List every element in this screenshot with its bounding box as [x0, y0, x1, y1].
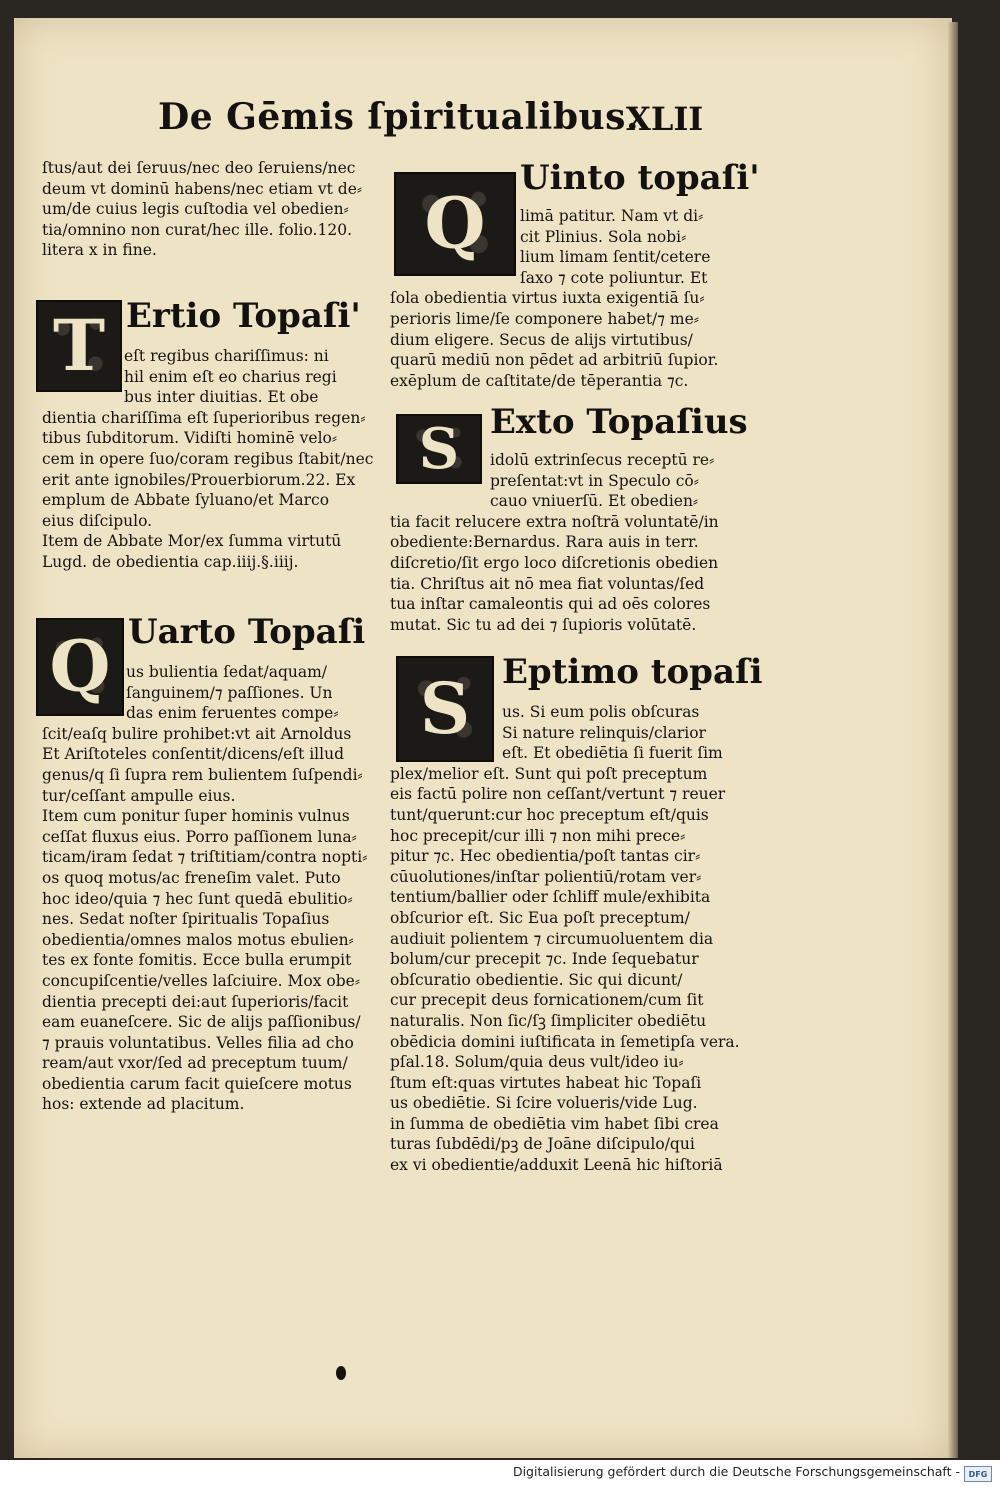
- text-line: tur/ceſſant ampulle eius.: [42, 786, 236, 805]
- text-line: hos: extende ad placitum.: [42, 1095, 245, 1114]
- text-line: litera x in fine.: [42, 241, 157, 260]
- text-line: genus/q ſi ſupra rem bulientem ſuſpendi⸗: [42, 765, 363, 784]
- text-line: obſcuratio obedientie. Sic qui dicunt/: [390, 970, 683, 989]
- section-heading: Eptimo topaſi: [502, 652, 763, 692]
- text-line: hoc ideo/quia ⁊ hec ſunt quedā ebulitio⸗: [42, 889, 353, 908]
- ink-blot: [336, 1366, 346, 1380]
- text-line: us obediētie. Si ſcire volueris/vide Lug.: [390, 1094, 698, 1113]
- text-line: quarū mediū non pēdet ad arbitriū ſupior.: [390, 351, 719, 370]
- decorated-initial-q: Q: [36, 618, 124, 716]
- text-line: Item de Abbate Mor/ex ſumma virtutū: [42, 532, 342, 551]
- text-line: ſtus/aut dei ſeruus/nec deo ſeruiens/nec: [42, 159, 356, 177]
- text-line: naturalis. Non ſic/ſꝫ ſimpliciter obediētu: [390, 1011, 707, 1030]
- text-line: tia/omnino non curat/hec ille. folio.120.: [42, 220, 352, 239]
- text-line: idolū extrinſecus receptū re⸗: [490, 451, 715, 469]
- text-line: Item cum ponitur ſuper hominis vulnus: [42, 807, 350, 826]
- text-line: lium limam ſentit/cetere: [520, 248, 711, 267]
- text-line: diſcretio/ſit ergo loco diſcretionis obedien: [390, 553, 719, 572]
- text-line: pitur ⁊c. Hec obedientia/poſt tantas cir⸗: [390, 847, 701, 866]
- text-line: mutat. Sic tu ad dei ⁊ ſupioris volūtatē.: [390, 615, 697, 634]
- text-line: ream/aut vxor/ſed ad preceptum tuum/: [42, 1054, 348, 1073]
- text-line: tibus ſubditorum. Vidiſti hominē velo⸗: [42, 429, 338, 448]
- text-line: us. Si eum polis obſcuras: [502, 703, 700, 721]
- text-line: dientia precepti dei:aut ſuperioris/facit: [42, 992, 349, 1011]
- text-line: bus inter diuitias. Et obe: [124, 388, 319, 407]
- page-edge: [948, 22, 958, 1458]
- text-line: dientia chariſſima eſt ſuperioribus regen⸗: [42, 408, 366, 427]
- section-body: [386, 206, 726, 391]
- text-line: tia facit relucere extra noſtrā voluntatē/in: [390, 512, 719, 531]
- text-line: cūuolutiones/inſtar polientiū/rotam ver⸗: [390, 867, 702, 886]
- text-line: concupiſcentie/velles laſciuire. Mox obe⸗: [42, 971, 360, 990]
- section-heading: Uarto Topaſi: [128, 612, 366, 652]
- text-line: in ſumma de obediētia vim habet ſibi crea: [390, 1114, 719, 1133]
- text-line: tentium/ballier oder ſchliff mule/exhibita: [390, 888, 711, 907]
- text-line: ceſſat fluxus eius. Porro paſſionem luna⸗: [42, 827, 357, 846]
- section-heading: Exto Topaſius: [490, 402, 748, 442]
- text-line: bolum/cur precepit ⁊c. Inde ſequebatur: [390, 950, 699, 969]
- text-line: pſal.18. Solum/quia deus vult/ideo iu⸗: [390, 1053, 684, 1072]
- text-line: eſt. Et obediētia ſi fuerit ſim: [502, 744, 723, 763]
- text-line: eſt regibus chariſſimus: ni: [124, 347, 329, 365]
- text-line: eam euaneſcere. Sic de alijs paſſionibus/: [42, 1013, 361, 1032]
- text-line: ſaxo ⁊ cote poliuntur. Et: [520, 268, 708, 287]
- text-line: obēdicia domini iuſtificata in ſemetipſa vera.: [390, 1032, 740, 1051]
- text-line: hoc precepit/cur illi ⁊ non mihi prece⸗: [390, 826, 686, 845]
- text-line: obedientia/omnes malos motus ebulien⸗: [42, 930, 354, 949]
- text-line: ſola obedientia virtus iuxta exigentiā ſu⸗: [390, 289, 705, 308]
- decorated-initial-t: T: [36, 300, 122, 392]
- digitization-credit: Digitalisierung gefördert durch die Deutsche Forschungsgemeinschaft -: [512, 1464, 960, 1479]
- text-line: cauo vniuerſū. Et obedien⸗: [490, 492, 699, 511]
- text-line: preſentat:vt in Speculo cō⸗: [490, 471, 699, 490]
- text-line: os quoq motus/ac freneſim valet. Puto: [42, 868, 341, 887]
- text-line: deum vt dominū habens/nec etiam vt de⸗: [42, 179, 363, 198]
- text-line: ex vi obedientie/adduxit Leenā hic hiſtoriā: [390, 1156, 723, 1175]
- text-line: ticam/iram ſedat ⁊ triſtitiam/contra nopti⸗: [42, 848, 368, 867]
- dfg-logo: DFG: [964, 1466, 992, 1482]
- text-line: Et Ariſtoteles conſentit/dicens/eſt illud: [42, 745, 345, 764]
- folio-number: XLII: [626, 100, 704, 138]
- section-body: [36, 346, 374, 573]
- text-line: dium eligere. Secus de alijs virtutibus/: [390, 330, 693, 349]
- text-line: tia. Chriſtus ait nō mea fiat voluntas/ſed: [390, 574, 705, 593]
- text-line: ſanguinem/⁊ paſſiones. Un: [126, 683, 333, 702]
- text-line: hil enim eſt eo charius regi: [124, 367, 337, 386]
- text-line: eis factū polire non ceſſant/vertunt ⁊ reuer: [390, 785, 726, 804]
- text-line: cit Plinius. Sola nobi⸗: [520, 227, 687, 246]
- text-line: obedientia carum facit quieſcere motus: [42, 1074, 352, 1093]
- text-line: perioris lime/ſe componere habet/⁊ me⸗: [390, 309, 699, 328]
- text-line: eius diſcipulo.: [42, 511, 153, 530]
- text-line: audiuit polientem ⁊ circumuoluentem dia: [390, 929, 714, 948]
- decorated-initial-s: S: [396, 656, 494, 762]
- text-line: das enim feruentes compe⸗: [126, 704, 339, 723]
- text-line: obſcurior eſt. Sic Eua poſt preceptum/: [390, 908, 690, 927]
- text-line: cur precepit deus fornicationem/cum ſit: [390, 991, 704, 1010]
- text-line: turas ſubdēdi/pꝫ de Joāne diſcipulo/qui: [390, 1135, 695, 1154]
- text-line: tes ex fonte fomitis. Ecce bulla erumpit: [42, 951, 352, 970]
- text-line: cem in opere ſuo/coram regibus ſtabit/nec: [42, 449, 374, 468]
- section-heading: Ertio Topaſi': [126, 296, 361, 336]
- running-title: De Gēmis ſpiritualibus.: [158, 96, 639, 138]
- section-body: [386, 450, 726, 635]
- text-line: ſcit/eaſq bulire prohibet:vt ait Arnoldus: [42, 724, 352, 743]
- text-line: Si nature relinquis/clarior: [502, 723, 706, 742]
- text-line: um/de cuius legis cuſtodia vel obedien⸗: [42, 200, 349, 219]
- text-line: tua inſtar camaleontis qui ad oēs colores: [390, 595, 711, 614]
- text-line: obediente:Bernardus. Rara auis in terr.: [390, 533, 699, 552]
- section-heading: Uinto topaſi': [520, 158, 760, 198]
- text-line: erit ante ignobiles/Prouerbiorum.22. Ex: [42, 470, 356, 489]
- text-line: nes. Sedat noſter ſpiritualis Topaſius: [42, 910, 330, 929]
- text-line: Lugd. de obedientia cap.iiij.§.iiij.: [42, 552, 299, 571]
- text-line: limā patitur. Nam vt di⸗: [520, 207, 704, 225]
- text-line: tunt/querunt:cur hoc preceptum eſt/quis: [390, 805, 709, 824]
- text-line: ⁊ prauis voluntatibus. Velles filia ad cho: [42, 1033, 354, 1052]
- text-line: ſtum eſt:quas virtutes habeat hic Topaſi: [390, 1073, 702, 1092]
- text-line: plex/melior eſt. Sunt qui poſt preceptum: [390, 764, 708, 783]
- text-line: exēplum de caſtitate/de tēperantia ⁊c.: [390, 371, 689, 390]
- section-body: [386, 702, 740, 1176]
- text-line: emplum de Abbate ſyluano/et Marco: [42, 491, 330, 510]
- intro-paragraph: [42, 158, 362, 261]
- decorated-initial-s: S: [396, 414, 482, 484]
- section-body: [36, 662, 366, 1115]
- decorated-initial-q: Q: [394, 172, 516, 276]
- text-line: us bulientia ſedat/aquam/: [126, 663, 328, 681]
